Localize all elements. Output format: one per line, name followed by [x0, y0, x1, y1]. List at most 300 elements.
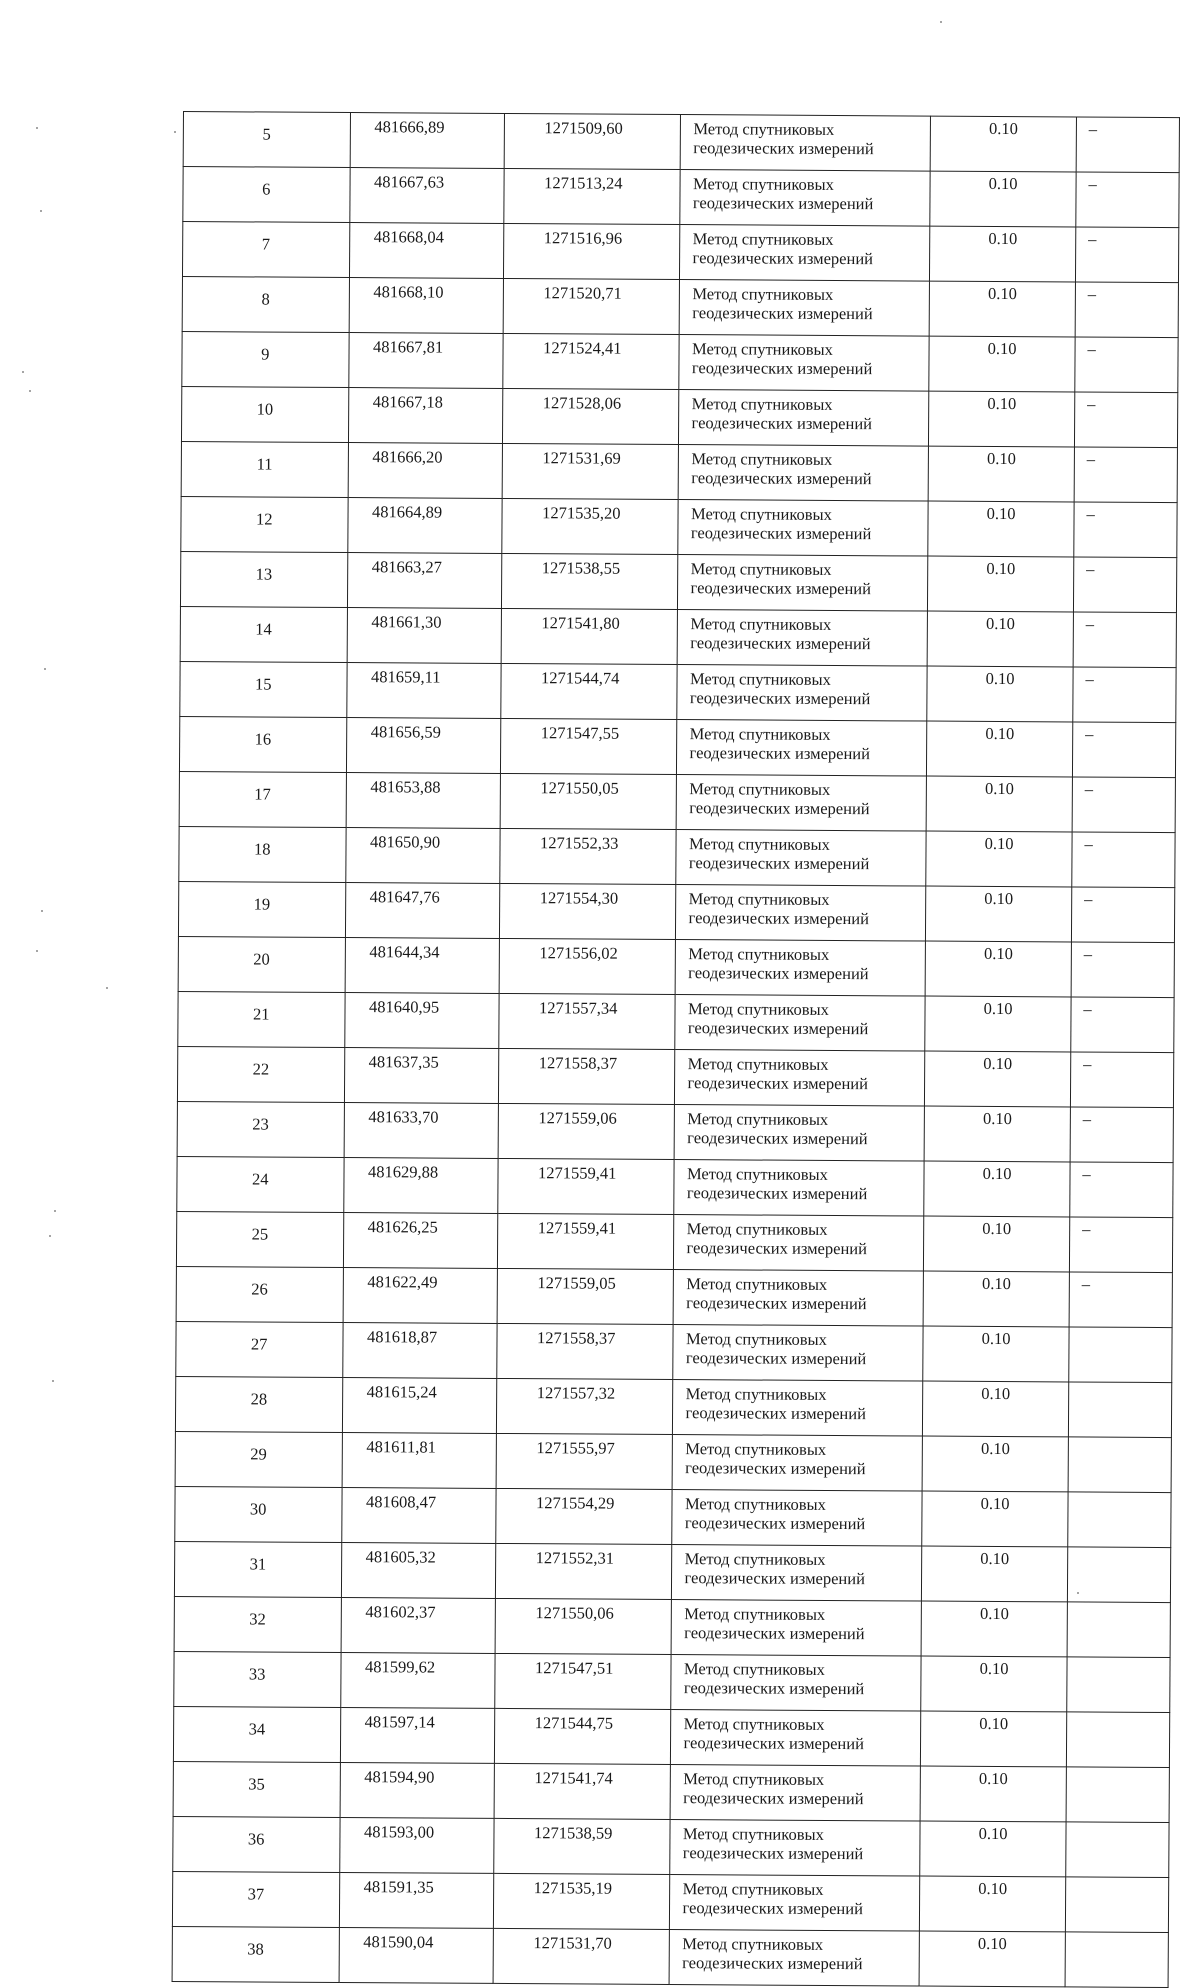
- coordinate-y: 1271524,41: [502, 333, 679, 389]
- coordinate-x: 481608,47: [341, 1487, 495, 1543]
- table-row: [182, 222, 1178, 283]
- coordinate-x: 481664,89: [347, 498, 501, 554]
- accuracy-value: 0.10: [922, 1491, 1068, 1547]
- extra-value: –: [1075, 227, 1178, 283]
- method-line-2: геодезических измерений: [684, 1568, 866, 1589]
- extra-value: –: [1069, 1217, 1172, 1273]
- accuracy-value: 0.10: [925, 996, 1071, 1052]
- method-line-1: Метод спутниковых: [682, 1879, 824, 1899]
- extra-value: [1069, 1327, 1172, 1383]
- coordinate-y: 1271559,41: [497, 1158, 674, 1214]
- coordinate-x: 481647,76: [345, 883, 499, 939]
- method-line-2: геодезических измерений: [683, 1788, 864, 1809]
- accuracy-value: 0.10: [924, 1106, 1070, 1162]
- method-line-2: геодезических измерений: [692, 303, 873, 324]
- method-line-2: геодезических измерений: [682, 1898, 863, 1919]
- method-line-1: Метод спутниковых: [689, 669, 831, 689]
- coordinate-x: 481650,90: [345, 828, 499, 884]
- coordinate-y: 1271558,37: [498, 1048, 675, 1104]
- point-number: 16: [179, 716, 346, 772]
- extra-value: [1066, 1822, 1169, 1878]
- accuracy-value: 0.10: [923, 1326, 1069, 1382]
- coordinate-y: 1271557,32: [496, 1378, 673, 1434]
- accuracy-value: 0.10: [920, 1821, 1066, 1877]
- coordinates-table: [172, 111, 1180, 1988]
- coordinate-x: 481626,25: [343, 1212, 497, 1268]
- accuracy-value: 0.10: [925, 941, 1071, 997]
- coordinate-x: 481653,88: [346, 773, 500, 829]
- extra-value: –: [1075, 337, 1178, 393]
- method-line-2: геодезических измерений: [685, 1458, 866, 1479]
- coordinate-x: 481668,04: [349, 223, 503, 279]
- point-number: 23: [177, 1101, 344, 1157]
- method-cell: [673, 1435, 923, 1492]
- coordinate-x: 481602,37: [341, 1597, 495, 1653]
- accuracy-value: 0.10: [928, 556, 1074, 612]
- accuracy-value: 0.10: [924, 1161, 1070, 1217]
- coordinate-x: 481656,59: [346, 718, 500, 774]
- point-number: 35: [173, 1761, 340, 1817]
- method-line-1: Метод спутниковых: [683, 1769, 825, 1789]
- method-line-1: Метод спутниковых: [689, 724, 831, 744]
- accuracy-value: 0.10: [929, 336, 1075, 392]
- method-cell: [670, 1820, 920, 1877]
- accuracy-value: 0.10: [919, 1931, 1065, 1987]
- method-cell: [674, 1270, 924, 1327]
- method-line-2: геодезических измерений: [682, 1953, 863, 1974]
- method-line-1: Метод спутниковых: [684, 1494, 826, 1514]
- method-cell: [681, 115, 931, 172]
- point-number: 11: [181, 441, 348, 497]
- method-cell: [673, 1380, 923, 1437]
- method-line-1: Метод спутниковых: [683, 1659, 825, 1679]
- coordinate-y: 1271558,37: [496, 1323, 673, 1379]
- method-line-1: Метод спутниковых: [689, 779, 831, 799]
- method-cell: [676, 940, 926, 997]
- coordinate-y: 1271550,06: [495, 1598, 672, 1654]
- extra-value: –: [1074, 392, 1177, 448]
- method-line-1: Метод спутниковых: [691, 394, 833, 414]
- accuracy-value: 0.10: [926, 886, 1072, 942]
- method-line-2: геодезических измерений: [687, 1018, 869, 1039]
- coordinate-y: 1271559,06: [498, 1103, 675, 1159]
- accuracy-value: 0.10: [924, 1216, 1070, 1272]
- coordinate-y: 1271544,74: [500, 663, 677, 719]
- method-cell: [678, 500, 928, 557]
- coordinate-x: 481637,35: [344, 1048, 498, 1104]
- extra-value: [1065, 1932, 1168, 1988]
- table-row: [173, 1761, 1169, 1822]
- coordinate-x: 481591,35: [339, 1872, 493, 1928]
- extra-value: [1068, 1492, 1171, 1548]
- table-row: [174, 1651, 1170, 1712]
- extra-value: –: [1073, 667, 1176, 723]
- extra-value: –: [1072, 777, 1175, 833]
- accuracy-value: 0.10: [921, 1711, 1067, 1767]
- extra-value: –: [1076, 172, 1179, 228]
- method-line-1: Метод спутниковых: [688, 889, 830, 909]
- table-row: [175, 1376, 1171, 1437]
- accuracy-value: 0.10: [920, 1766, 1066, 1822]
- accuracy-value: 0.10: [925, 1051, 1071, 1107]
- accuracy-value: 0.10: [926, 831, 1072, 887]
- point-number: 17: [179, 771, 346, 827]
- method-line-2: геодезических измерений: [687, 1073, 869, 1094]
- point-number: 33: [174, 1651, 341, 1707]
- accuracy-value: 0.10: [927, 666, 1073, 722]
- extra-value: –: [1073, 557, 1176, 613]
- extra-value: [1067, 1547, 1170, 1603]
- method-line-2: геодезических измерений: [690, 578, 872, 599]
- coordinate-x: 481622,49: [343, 1267, 497, 1323]
- accuracy-value: 0.10: [930, 226, 1076, 282]
- extra-value: [1067, 1657, 1170, 1713]
- point-number: 13: [180, 551, 347, 607]
- extra-value: [1066, 1712, 1169, 1768]
- method-cell: [677, 665, 927, 722]
- method-cell: [678, 610, 928, 667]
- coordinate-y: 1271547,51: [494, 1653, 671, 1709]
- coordinate-x: 481597,14: [340, 1707, 494, 1763]
- table-row: [176, 1321, 1172, 1382]
- table-row: [172, 1871, 1168, 1932]
- method-line-2: геодезических измерений: [689, 798, 870, 819]
- accuracy-value: 0.10: [929, 391, 1075, 447]
- accuracy-value: 0.10: [926, 776, 1072, 832]
- coordinate-y: 1271541,80: [501, 608, 678, 664]
- extra-value: –: [1069, 1272, 1172, 1328]
- accuracy-value: 0.10: [927, 721, 1073, 777]
- point-number: 32: [174, 1596, 341, 1652]
- extra-value: –: [1070, 1107, 1173, 1163]
- table-row: [183, 167, 1179, 228]
- extra-value: –: [1070, 1052, 1173, 1108]
- table-row: [182, 331, 1178, 392]
- method-cell: [673, 1325, 923, 1382]
- extra-value: –: [1072, 832, 1175, 888]
- table-row: [178, 991, 1174, 1052]
- method-cell: [672, 1545, 922, 1602]
- point-number: 12: [181, 496, 348, 552]
- method-line-2: геодезических измерений: [685, 1348, 867, 1369]
- coordinate-x: 481661,30: [347, 608, 501, 664]
- method-cell: [677, 775, 927, 832]
- method-line-1: Метод спутниковых: [691, 449, 833, 469]
- extra-value: –: [1072, 722, 1175, 778]
- method-line-1: Метод спутниковых: [687, 1109, 829, 1129]
- method-line-2: геодезических измерений: [688, 963, 869, 984]
- method-cell: [675, 1105, 925, 1162]
- table-row: [181, 496, 1177, 557]
- coordinate-y: 1271535,19: [493, 1873, 670, 1929]
- method-line-2: геодезических измерений: [684, 1623, 865, 1644]
- extra-value: [1065, 1877, 1168, 1933]
- method-line-1: Метод спутниковых: [692, 229, 834, 249]
- coordinate-y: 1271557,34: [498, 993, 675, 1049]
- table-row: [180, 551, 1176, 612]
- extra-value: [1066, 1767, 1169, 1823]
- method-line-1: Метод спутниковых: [685, 1439, 827, 1459]
- extra-value: [1068, 1437, 1171, 1493]
- accuracy-value: 0.10: [921, 1601, 1067, 1657]
- coordinate-x: 481593,00: [339, 1817, 493, 1873]
- method-cell: [679, 390, 929, 447]
- table-row: [173, 1706, 1169, 1767]
- accuracy-value: 0.10: [921, 1656, 1067, 1712]
- coordinate-y: 1271547,55: [500, 718, 677, 774]
- method-cell: [678, 555, 928, 612]
- table-body: [172, 112, 1179, 1988]
- method-cell: [671, 1655, 921, 1712]
- method-cell: [671, 1710, 921, 1767]
- method-line-2: геодезических измерений: [691, 468, 872, 489]
- coordinate-y: 1271559,41: [497, 1213, 674, 1269]
- table-row: [176, 1211, 1172, 1272]
- point-number: 24: [177, 1156, 344, 1212]
- extra-value: [1068, 1382, 1171, 1438]
- coordinate-x: 481594,90: [340, 1762, 494, 1818]
- accuracy-value: 0.10: [922, 1436, 1068, 1492]
- method-line-2: геодезических измерений: [682, 1843, 864, 1864]
- accuracy-value: 0.10: [923, 1381, 1069, 1437]
- method-cell: [670, 1875, 920, 1932]
- coordinate-y: 1271528,06: [502, 388, 679, 444]
- method-line-1: Метод спутниковых: [683, 1714, 825, 1734]
- method-line-1: Метод спутниковых: [684, 1604, 826, 1624]
- method-line-1: Метод спутниковых: [692, 174, 834, 194]
- method-line-2: геодезических измерений: [690, 633, 871, 654]
- point-number: 26: [176, 1266, 343, 1322]
- method-line-2: геодезических измерений: [692, 248, 874, 269]
- coordinate-x: 481667,63: [349, 168, 503, 224]
- point-number: 22: [177, 1046, 344, 1102]
- method-cell: [676, 885, 926, 942]
- table-row: [174, 1596, 1170, 1657]
- point-number: 19: [178, 881, 345, 937]
- method-line-1: Метод спутниковых: [686, 1274, 828, 1294]
- point-number: 37: [172, 1871, 339, 1927]
- coordinate-y: 1271509,60: [504, 113, 681, 169]
- accuracy-value: 0.10: [930, 171, 1076, 227]
- accuracy-value: 0.10: [930, 116, 1076, 172]
- coordinate-y: 1271552,33: [499, 828, 676, 884]
- extra-value: –: [1074, 447, 1177, 503]
- method-cell: [675, 995, 925, 1052]
- method-line-2: геодезических измерений: [693, 138, 874, 159]
- point-number: 31: [174, 1541, 341, 1597]
- coordinate-x: 481633,70: [344, 1103, 498, 1159]
- coordinate-x: 481659,11: [346, 663, 500, 719]
- accuracy-value: 0.10: [928, 501, 1074, 557]
- table-row: [172, 1926, 1168, 1987]
- accuracy-value: 0.10: [927, 611, 1073, 667]
- method-cell: [679, 445, 929, 502]
- table-row: [175, 1486, 1171, 1547]
- extra-value: –: [1074, 502, 1177, 558]
- extra-value: –: [1071, 887, 1174, 943]
- method-line-1: Метод спутниковых: [687, 999, 829, 1019]
- accuracy-value: 0.10: [928, 446, 1074, 502]
- table-row: [183, 112, 1179, 173]
- table-row: [179, 771, 1175, 832]
- point-number: 30: [175, 1486, 342, 1542]
- accuracy-value: 0.10: [923, 1271, 1069, 1327]
- method-line-2: геодезических измерений: [689, 743, 871, 764]
- point-number: 28: [175, 1376, 342, 1432]
- method-line-2: геодезических измерений: [686, 1183, 868, 1204]
- point-number: 38: [172, 1926, 339, 1982]
- table-row: [181, 386, 1177, 447]
- table-row: [177, 1156, 1173, 1217]
- extra-value: –: [1073, 612, 1176, 668]
- point-number: 29: [175, 1431, 342, 1487]
- method-cell: [671, 1765, 921, 1822]
- accuracy-value: 0.10: [920, 1876, 1066, 1932]
- extra-value: –: [1075, 282, 1178, 338]
- table-row: [180, 606, 1176, 667]
- method-line-1: Метод спутниковых: [685, 1329, 827, 1349]
- method-cell: [672, 1490, 922, 1547]
- point-number: 10: [181, 386, 348, 442]
- coordinate-y: 1271552,31: [495, 1543, 672, 1599]
- method-line-2: геодезических измерений: [684, 1513, 866, 1534]
- point-number: 15: [180, 661, 347, 717]
- table-row: [178, 936, 1174, 997]
- extra-value: –: [1071, 942, 1174, 998]
- method-line-2: геодезических измерений: [687, 1128, 868, 1149]
- extra-value: –: [1071, 997, 1174, 1053]
- method-cell: [680, 225, 930, 282]
- method-line-1: Метод спутниковых: [690, 504, 832, 524]
- method-cell: [674, 1160, 924, 1217]
- point-number: 6: [183, 167, 350, 223]
- method-line-1: Метод спутниковых: [684, 1549, 826, 1569]
- method-cell: [677, 720, 927, 777]
- coordinate-x: 481605,32: [341, 1542, 495, 1598]
- coordinate-y: 1271555,97: [496, 1433, 673, 1489]
- coordinate-x: 481644,34: [345, 938, 499, 994]
- coordinate-x: 481599,62: [340, 1652, 494, 1708]
- method-line-2: геодезических измерений: [689, 688, 871, 709]
- table-row: [179, 716, 1175, 777]
- point-number: 8: [182, 276, 349, 332]
- table-row: [174, 1541, 1170, 1602]
- coordinate-y: 1271554,29: [495, 1488, 672, 1544]
- method-line-2: геодезических измерений: [685, 1403, 867, 1424]
- coordinate-y: 1271531,69: [502, 443, 679, 499]
- method-line-1: Метод спутниковых: [690, 559, 832, 579]
- method-line-1: Метод спутниковых: [692, 284, 834, 304]
- coordinate-x: 481667,81: [348, 333, 502, 389]
- coordinate-x: 481667,18: [348, 388, 502, 444]
- method-line-1: Метод спутниковых: [688, 834, 830, 854]
- coordinate-y: 1271556,02: [499, 938, 676, 994]
- coordinate-y: 1271531,70: [493, 1928, 670, 1984]
- table-row: [182, 276, 1178, 337]
- coordinate-y: 1271559,05: [497, 1268, 674, 1324]
- method-line-1: Метод спутниковых: [693, 119, 835, 139]
- method-cell: [680, 170, 930, 227]
- coordinate-x: 481663,27: [347, 553, 501, 609]
- method-line-1: Метод спутниковых: [682, 1934, 824, 1954]
- coordinate-y: 1271535,20: [501, 498, 678, 554]
- point-number: 21: [178, 991, 345, 1047]
- table-row: [173, 1816, 1169, 1877]
- method-line-1: Метод спутниковых: [686, 1164, 828, 1184]
- coordinate-y: 1271538,55: [501, 553, 678, 609]
- method-line-2: геодезических измерений: [688, 853, 870, 874]
- coordinate-y: 1271513,24: [503, 168, 680, 224]
- table-row: [176, 1266, 1172, 1327]
- extra-value: –: [1070, 1162, 1173, 1218]
- coordinate-y: 1271550,05: [500, 773, 677, 829]
- point-number: 34: [173, 1706, 340, 1762]
- point-number: 7: [182, 222, 349, 278]
- method-line-2: геодезических измерений: [691, 413, 873, 434]
- method-cell: [679, 335, 929, 392]
- extra-value: [1067, 1602, 1170, 1658]
- method-line-2: геодезических измерений: [691, 358, 873, 379]
- method-cell: [675, 1050, 925, 1107]
- coordinate-y: 1271516,96: [503, 223, 680, 279]
- coordinate-x: 481611,81: [342, 1432, 496, 1488]
- coordinate-y: 1271520,71: [503, 278, 680, 334]
- coordinate-y: 1271541,74: [494, 1763, 671, 1819]
- method-line-2: геодезических измерений: [686, 1238, 868, 1259]
- table-row: [179, 826, 1175, 887]
- method-line-2: геодезических измерений: [683, 1733, 865, 1754]
- table-row: [177, 1046, 1173, 1107]
- method-cell: [670, 1930, 920, 1987]
- point-number: 36: [173, 1816, 340, 1872]
- method-cell: [680, 280, 930, 337]
- point-number: 14: [180, 606, 347, 662]
- method-cell: [672, 1600, 922, 1657]
- accuracy-value: 0.10: [922, 1546, 1068, 1602]
- point-number: 27: [176, 1321, 343, 1377]
- coordinate-x: 481666,89: [350, 113, 504, 169]
- table-row: [178, 881, 1174, 942]
- method-line-2: геодезических измерений: [683, 1678, 865, 1699]
- coordinate-x: 481615,24: [342, 1377, 496, 1433]
- method-line-1: Метод спутниковых: [691, 339, 833, 359]
- method-line-2: геодезических измерений: [692, 193, 874, 214]
- coordinate-x: 481618,87: [342, 1322, 496, 1378]
- method-cell: [674, 1215, 924, 1272]
- coordinate-x: 481666,20: [348, 443, 502, 499]
- coordinate-x: 481629,88: [343, 1158, 497, 1214]
- coordinate-y: 1271538,59: [493, 1818, 670, 1874]
- table-row: [180, 661, 1176, 722]
- coordinate-y: 1271544,75: [494, 1708, 671, 1764]
- method-line-1: Метод спутниковых: [685, 1384, 827, 1404]
- method-line-2: геодезических измерений: [686, 1293, 867, 1314]
- coordinate-x: 481668,10: [349, 278, 503, 334]
- method-line-2: геодезических измерений: [690, 523, 872, 544]
- accuracy-value: 0.10: [929, 281, 1075, 337]
- table-row: [177, 1101, 1173, 1162]
- point-number: 18: [179, 826, 346, 882]
- coordinate-x: 481640,95: [344, 993, 498, 1049]
- table-row: [181, 441, 1177, 502]
- coordinate-x: 481590,04: [339, 1927, 493, 1983]
- table-row: [175, 1431, 1171, 1492]
- method-line-1: Метод спутниковых: [686, 1219, 828, 1239]
- method-line-1: Метод спутниковых: [682, 1824, 824, 1844]
- point-number: 9: [182, 331, 349, 387]
- point-number: 5: [183, 112, 350, 168]
- method-line-1: Метод спутниковых: [690, 614, 832, 634]
